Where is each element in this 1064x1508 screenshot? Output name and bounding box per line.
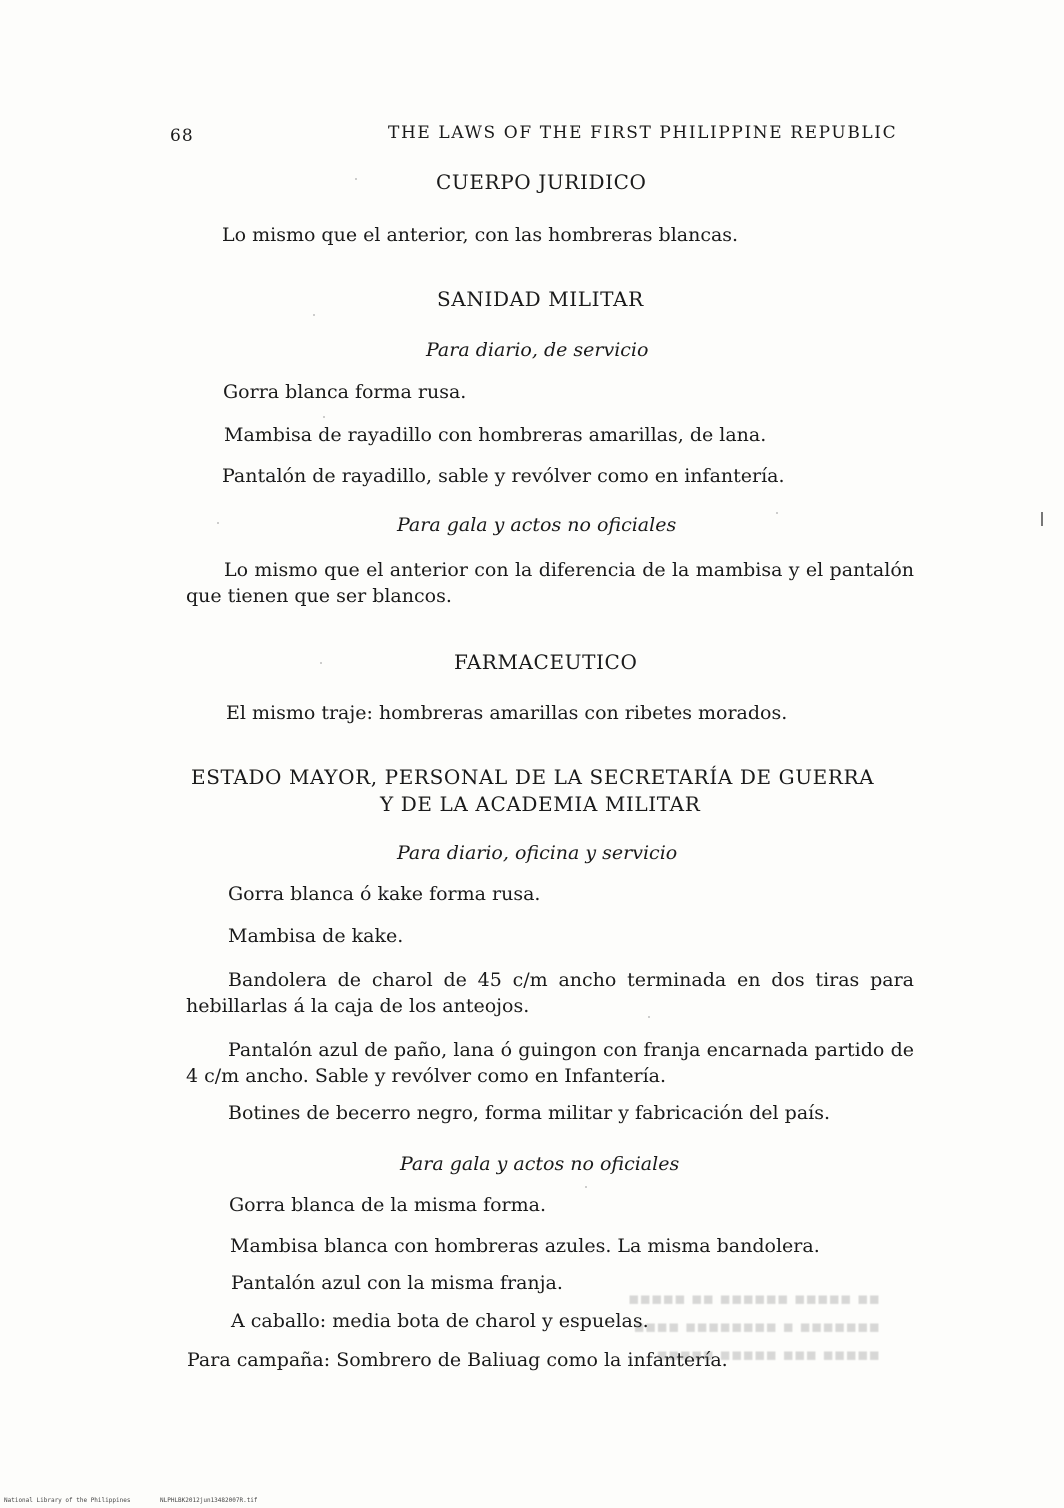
section-title-estado-mayor-line2: Y DE LA ACADEMIA MILITAR (380, 792, 701, 816)
estado-mayor-line-botines: Botines de becerro negro, forma militar y fabricación del país. (228, 1102, 831, 1124)
cuerpo-juridico-text: Lo mismo que el anterior, con las hombreras blancas. (222, 224, 739, 246)
running-title: THE LAWS OF THE FIRST PHILIPPINE REPUBLIC (388, 123, 898, 143)
sanidad-line-mambisa: Mambisa de rayadillo con hombreras amarillas, de lana. (224, 424, 767, 446)
page-number: 68 (170, 126, 194, 146)
scan-speck (323, 416, 325, 418)
sanidad-subheading-gala: Para gala y actos no oficiales (397, 514, 677, 536)
scan-speck (217, 522, 219, 524)
section-title-farmaceutico: FARMACEUTICO (454, 650, 638, 674)
estado-mayor-paragraph-bandolera: Bandolera de charol de 45 c/m ancho terminada en dos tiras para hebillarlas á la caja de los anteojos. (186, 969, 914, 1017)
estado-mayor-line-gorra-gala: Gorra blanca de la misma forma. (229, 1194, 547, 1216)
section-title-estado-mayor-line1: ESTADO MAYOR, PERSONAL DE LA SECRETARÍA DE GUERRA (191, 765, 875, 789)
estado-mayor-subheading-diario: Para diario, oficina y servicio (397, 842, 678, 864)
scan-speck (355, 178, 357, 180)
scan-speck (585, 1186, 587, 1188)
scan-credit: National Library of the Philippines (4, 1497, 131, 1504)
estado-mayor-line-mambisa: Mambisa de kake. (228, 925, 404, 947)
estado-mayor-subheading-gala: Para gala y actos no oficiales (400, 1153, 680, 1175)
sanidad-paragraph-gala: Lo mismo que el anterior con la diferencia de la mambisa y el pantalón que tienen que ser blancos. (186, 559, 914, 607)
estado-mayor-line-caballo: A caballo: media bota de charol y espuelas. (231, 1310, 649, 1332)
scan-speck (320, 662, 322, 664)
sanidad-line-gorra: Gorra blanca forma rusa. (223, 381, 467, 403)
farmaceutico-text: El mismo traje: hombreras amarillas con ribetes morados. (226, 702, 788, 724)
estado-mayor-line-mambisa-gala: Mambisa blanca con hombreras azules. La misma bandolera. (230, 1235, 820, 1257)
sanidad-subheading-diario: Para diario, de servicio (426, 339, 649, 361)
estado-mayor-line-gorra: Gorra blanca ó kake forma rusa. (228, 883, 541, 905)
scan-speck (648, 1016, 650, 1018)
sanidad-line-pantalon: Pantalón de rayadillo, sable y revólver como en infantería. (222, 465, 785, 487)
estado-mayor-line-campana: Para campaña: Sombrero de Baliuag como la infantería. (187, 1349, 728, 1371)
section-title-cuerpo-juridico: CUERPO JURIDICO (436, 170, 647, 194)
scan-filename: NLPHLBK2012jun13482007R.tif (160, 1497, 258, 1504)
scan-speck (776, 512, 778, 514)
estado-mayor-paragraph-pantalon: Pantalón azul de paño, lana ó guingon con franja encarnada partido de 4 c/m ancho. Sable y revólver como en Infantería. (186, 1039, 914, 1087)
section-title-sanidad-militar: SANIDAD MILITAR (437, 287, 644, 311)
scan-speck (313, 314, 315, 316)
show-through-text: ▪▪ ▪▪▪▪▪ ▪▪▪▪▪▪ ▪▪ ▪▪▪▪▪ ▪▪▪▪▪▪▪ ▪ ▪▪▪▪▪▪▪▪ ▪▪▪▪ ▪▪▪▪▪ ▪▪▪ ▪▪▪▪▪ ▪▪▪▪▪ (627, 1289, 880, 1365)
scan-edge-mark (1041, 512, 1043, 526)
estado-mayor-line-pantalon-gala: Pantalón azul con la misma franja. (231, 1272, 563, 1294)
